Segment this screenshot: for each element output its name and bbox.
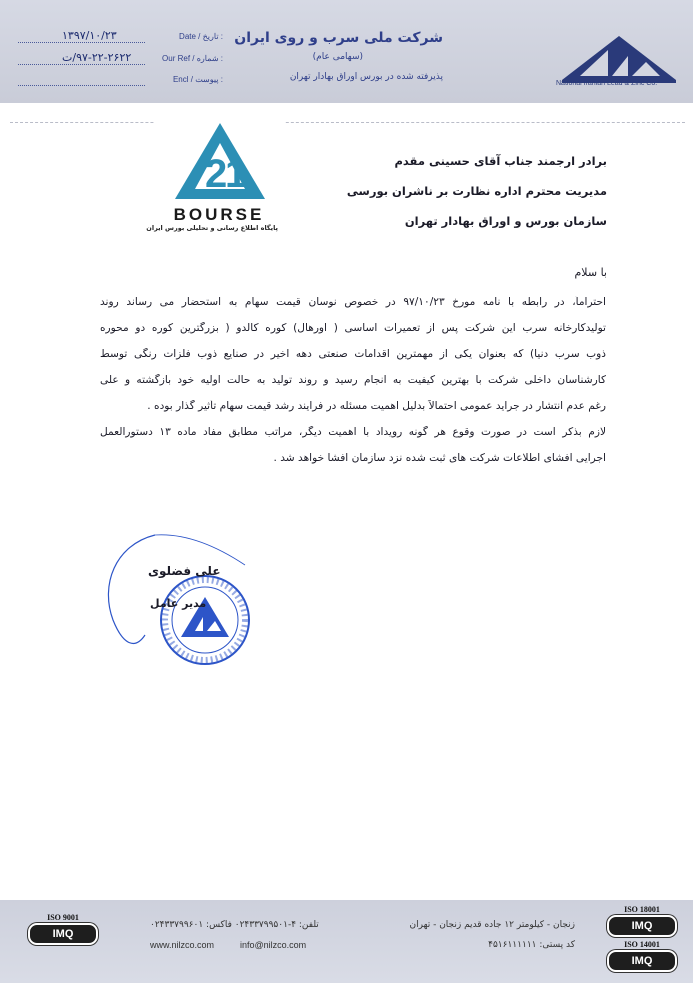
iso-9001-badge xyxy=(24,913,102,945)
bourse-wordmark: BOURSE xyxy=(173,205,265,224)
footer-phone-fax: تلفن: ۴-۰۲۴۳۳۷۹۹۵۰۱ فاکس: ۰۲۴۳۳۷۹۹۶۰۱ xyxy=(150,920,319,930)
body-line: ذوب سرب دنیا) که بعنوان یکی از مهمترین اقدامات صنعتی دهه اخیر در صنایع ذوب فلزات رنگی توسط xyxy=(100,348,606,360)
recipient-line-1: برادر ارجمند جناب آقای حسینی مقدم xyxy=(394,154,607,168)
recipient-line-3: سازمان بورس و اوراق بهادار تهران xyxy=(404,214,607,228)
footer-address: زنجان - کیلومتر ۱۲ جاده قدیم زنجان - تهران xyxy=(409,920,575,930)
greeting: با سلام xyxy=(574,266,607,279)
imq-badge: IMQ xyxy=(607,915,677,937)
signer-role: مدیر عامل xyxy=(150,597,207,610)
company-name-en: National Iranian Lead & Zinc Co. xyxy=(556,80,658,87)
encl-dotted-line xyxy=(18,85,145,86)
encl-label: Encl / پیوست : xyxy=(172,75,223,84)
body-line: اجرایی افشای اطلاعات شرکت های ثبت شده نزد سازمان افشا خواهد شد . xyxy=(273,452,606,464)
ref-row xyxy=(18,52,223,68)
ref-dotted-line xyxy=(18,64,145,65)
company-stamp-icon xyxy=(161,576,249,664)
svg-text:2: 2 xyxy=(205,152,228,196)
header-divider xyxy=(10,122,685,123)
recipient-line-2: مدیریت محترم اداره نظارت بر ناشران بورسی xyxy=(346,184,607,198)
ref-label: Our Ref / شماره : xyxy=(162,54,223,63)
bourse-mark-icon xyxy=(155,117,285,207)
date-row xyxy=(18,30,223,46)
signature-stroke xyxy=(108,535,155,643)
imq-badge: IMQ xyxy=(28,923,98,945)
ref-value: ۹۷-۲۲-۲۶۲۲/ت xyxy=(62,51,132,64)
date-label: Date / تاریخ : xyxy=(179,32,223,41)
iso-18001-title: ISO 18001 xyxy=(624,905,660,914)
svg-text:1: 1 xyxy=(225,152,248,196)
body-line: رغم عدم انتشار در جراید عمومی احتمالاً بدلیل اهمیت مسئله در فرایند رشد قیمت سهام تأثیر گذار بوده . xyxy=(147,400,606,412)
body-line: لازم بذکر است در صورت وقوع هر گونه رویداد با اهمیت دیگر، مراتب مطابق مفاد ماده ۱۳ دستورالعمل xyxy=(100,426,606,438)
signer-name: علی فضلوی xyxy=(148,564,221,578)
iso-14001-title: ISO 14001 xyxy=(624,940,660,949)
bourse-tagline: پایگاه اطلاع رسانی و تحلیلی بورس ایران xyxy=(146,224,278,232)
company-listed-note: پذیرفته شده در بورس اوراق بهادار تهران xyxy=(289,72,443,82)
iso-14001-badge xyxy=(603,940,681,972)
imq-badge: IMQ xyxy=(607,950,677,972)
footer-email[interactable]: info@nilzco.com xyxy=(240,940,307,950)
signature-stroke xyxy=(155,535,245,565)
date-dotted-line xyxy=(18,42,145,43)
footer-postal-code: کد پستی: ۴۵۱۶۱۱۱۱۱۱ xyxy=(488,940,575,950)
company-name-fa: شرکت ملی سرب و روی ایران xyxy=(234,30,443,46)
body-line: احتراماً، در رابطه با نامه مورخ ۹۷/۱۰/۲۳ در خصوص نوسان قیمت سهام به استحضار می رساند روند xyxy=(100,296,606,308)
body-line: کارشناسان داخلی شرکت با بهترین کیفیت به انجام رسید و روند تولید به حالت اولیه خود بازگشته و علی xyxy=(100,374,606,386)
company-subtitle: (سهامی عام) xyxy=(312,52,363,62)
date-value: ۱۳۹۷/۱۰/۲۳ xyxy=(62,29,117,42)
body-line: تولیدکارخانه سرب این شرکت پس از تعمیرات اساسی ( اورهال) کوره کالدو ( بزرگترین کوره دو محوره xyxy=(100,322,606,334)
iso-18001-badge xyxy=(603,905,681,937)
footer-website[interactable]: www.nilzco.com xyxy=(150,940,215,950)
footer-band xyxy=(0,900,693,983)
iso-9001-title: ISO 9001 xyxy=(47,913,79,922)
encl-row xyxy=(18,73,223,89)
